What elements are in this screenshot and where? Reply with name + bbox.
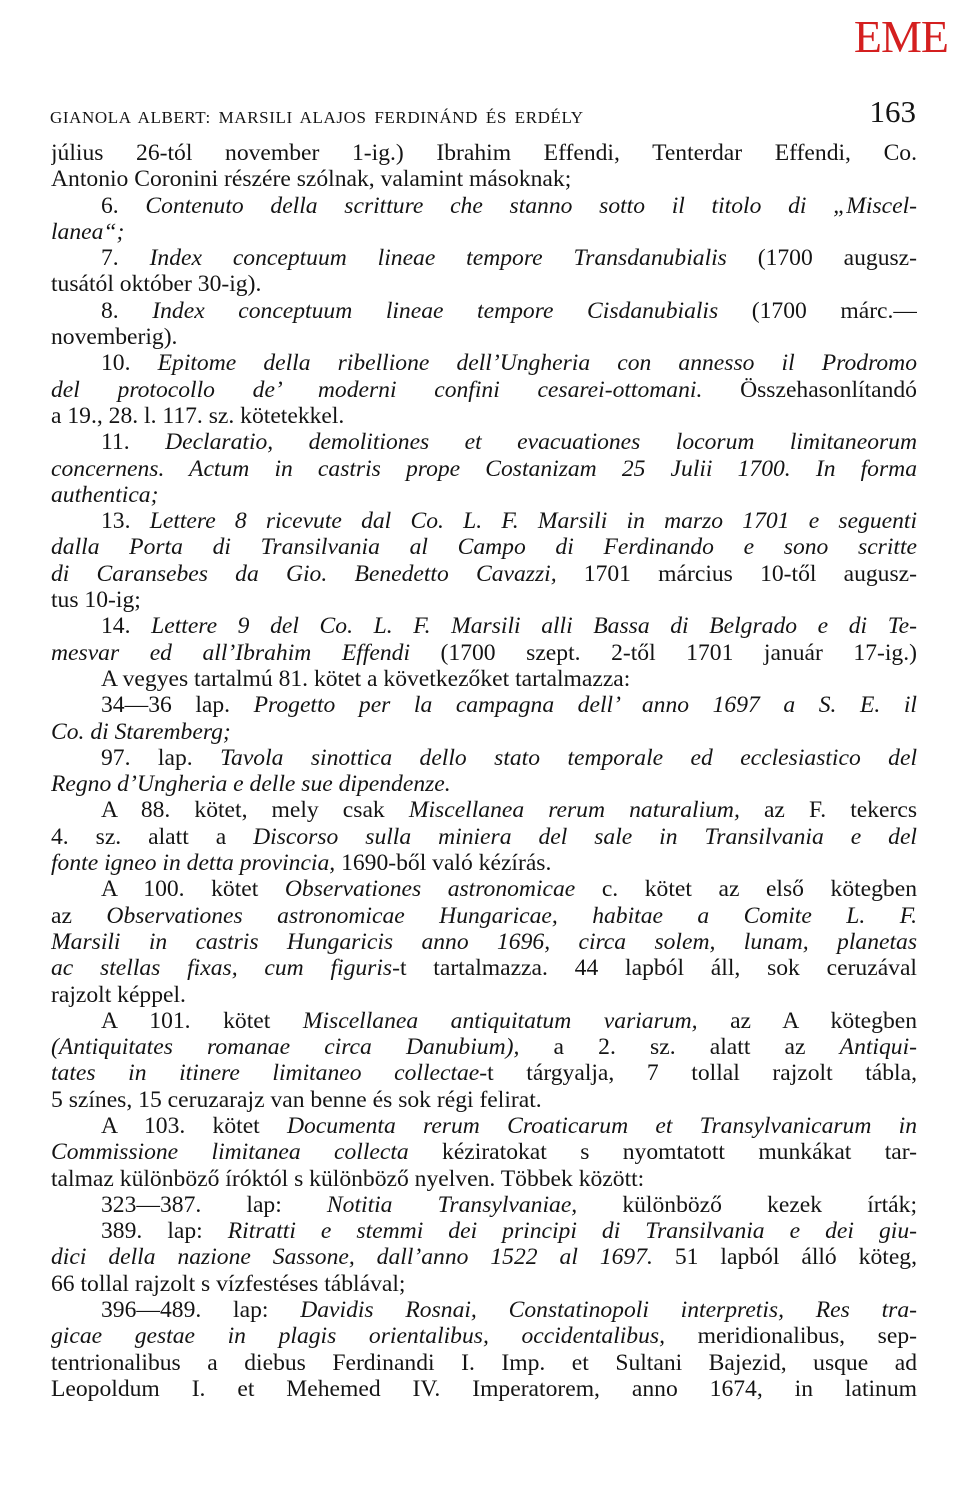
text-line: dici della nazione Sassone, dall’anno 1522 al 1697. 51 lapból álló köteg, xyxy=(51,1244,917,1271)
text-line: az Observationes astronomicae Hungaricae, habitae a Comite L. F. xyxy=(51,902,917,929)
text-line: 389. lap: Ritratti e stemmi dei principi di Transilvania e dei giu- xyxy=(101,1218,917,1245)
text-line: A vegyes tartalmú 81. kötet a következőket tartalmazza: xyxy=(101,665,631,692)
text-line: 14. Lettere 9 del Co. L. F. Marsili alli Bassa di Belgrado e di Te- xyxy=(101,613,917,640)
text-line: Antonio Coronini részére szólnak, valamint másoknak; xyxy=(51,166,572,193)
eme-logo xyxy=(853,11,948,62)
text-line: 97. lap. Tavola sinottica dello stato temporale ed ecclesiastico del xyxy=(101,744,917,771)
text-line: Commissione limitanea collecta kéziratokat s nyomtatott munkákat tar- xyxy=(51,1139,917,1166)
text-line: 11. Declaratio, demolitiones et evacuationes locorum limitaneorum xyxy=(101,429,917,456)
text-line: 66 tollal rajzolt s vízfestéses táblával; xyxy=(51,1270,406,1297)
text-line: tusától október 30-ig). xyxy=(51,271,262,298)
text-line: di Caransebes da Gio. Benedetto Cavazzi, 1701 március 10-től augusz- xyxy=(51,560,917,587)
text-line: talmaz különböző íróktól s különböző nyelven. Többek között: xyxy=(51,1165,645,1192)
text-line: 323—387. lap: Notitia Transylvaniae, különböző kezek írták; xyxy=(101,1191,917,1218)
text-line: mesvar ed all’Ibrahim Effendi (1700 szept. 2-től 1701 január 17-ig.) xyxy=(51,639,917,666)
text-line: Leopoldum I. et Mehemed IV. Imperatorem, anno 1674, in latinum xyxy=(51,1375,917,1402)
text-line: A 103. kötet Documenta rerum Croaticarum et Transylvanicarum in xyxy=(101,1112,917,1139)
text-line: novemberig). xyxy=(51,324,178,351)
text-line: A 101. kötet Miscellanea antiquitatum variarum, az A kötegben xyxy=(101,1007,917,1034)
text-line: tates in itinere limitaneo collectae-t tárgyalja, 7 tollal rajzolt tábla, xyxy=(51,1060,917,1087)
text-line: tus 10-ig; xyxy=(51,587,141,614)
running-head: GIANOLA ALBERT: MARSILI ALAJOS FERDINÁND ÉS ERDÉLY xyxy=(50,108,584,127)
text-line: concernens. Actum in castris prope Costanizam 25 Julii 1700. In forma xyxy=(51,455,917,482)
page-number: 163 xyxy=(869,94,916,129)
text-line: 5 színes, 15 ceruzarajz van benne és sok régi felirat. xyxy=(51,1086,542,1113)
text-line: gicae gestae in plagis orientalibus, occidentalibus, meridionalibus, sep- xyxy=(51,1323,917,1350)
text-line: rajzolt képpel. xyxy=(51,981,186,1008)
text-line: július 26-tól november 1-ig.) Ibrahim Effendi, Tenterdar Effendi, Co. xyxy=(51,140,917,166)
text-line: ac stellas fixas, cum figuris-t tartalmazza. 44 lapból áll, sok ceruzával xyxy=(51,955,917,982)
text-line: del protocollo de’ moderni confini cesarei-ottomani. Összehasonlítandó xyxy=(51,376,917,403)
text-line: dalla Porta di Transilvania al Campo di Ferdinando e sono scritte xyxy=(51,534,917,561)
text-line: lanea“; xyxy=(51,218,125,245)
text-line: fonte igneo in detta provincia, 1690-ből való kézírás. xyxy=(51,850,552,877)
body-text xyxy=(51,140,917,1402)
text-line: a 19., 28. l. 117. sz. kötetekkel. xyxy=(51,402,345,429)
text-line: 13. Lettere 8 ricevute dal Co. L. F. Marsili in marzo 1701 e seguenti xyxy=(101,508,917,535)
text-line: 4. sz. alatt a Discorso sulla miniera del sale in Transilvania e del xyxy=(51,823,917,850)
text-line: authentica; xyxy=(51,481,159,508)
text-line: Co. di Staremberg; xyxy=(51,718,231,745)
text-line: 8. Index conceptuum lineae tempore Cisdanubialis (1700 márc.— xyxy=(101,297,917,324)
text-line: 10. Epitome della ribellione dell’Ungheria con annesso il Prodromo xyxy=(101,350,917,377)
text-line: (Antiquitates romanae circa Danubium), a 2. sz. alatt az Antiqui- xyxy=(51,1034,917,1061)
text-line: Regno d’Ungheria e delle sue dipendenze. xyxy=(51,771,451,798)
eme-logo-text: EME xyxy=(853,11,948,62)
text-line: 7. Index conceptuum lineae tempore Transdanubialis (1700 augusz- xyxy=(101,245,917,272)
text-line: 34—36 lap. Progetto per la campagna dell’ anno 1697 a S. E. il xyxy=(101,692,917,719)
text-line: A 88. kötet, mely csak Miscellanea rerum naturalium, az F. tekercs xyxy=(101,797,917,824)
text-line: Marsili in castris Hungaricis anno 1696, circa solem, lunam, planetas xyxy=(51,928,917,955)
text-line: tentrionalibus a diebus Ferdinandi I. Imp. et Sultani Bajezid, usque ad xyxy=(51,1349,917,1376)
page-header xyxy=(50,90,916,130)
text-line: 6. Contenuto della scritture che stanno sotto il titolo di „Miscel- xyxy=(101,192,917,219)
text-line: 396—489. lap: Davidis Rosnai, Constatinopoli interpretis, Res tra- xyxy=(101,1297,917,1324)
text-line: A 100. kötet Observationes astronomicae c. kötet az első kötegben xyxy=(101,876,917,903)
